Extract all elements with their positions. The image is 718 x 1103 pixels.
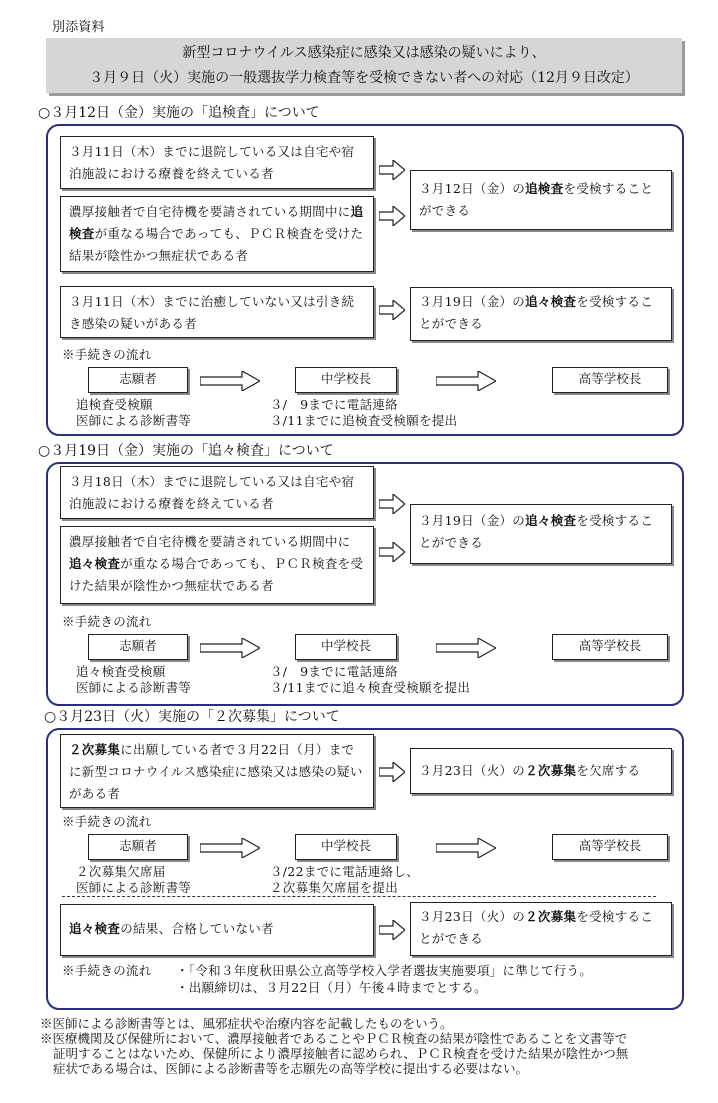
arrow-icon <box>379 206 405 226</box>
text: の結果、合格していない者 <box>120 921 274 936</box>
sec3-flow-junior-principal: 中学校長 <box>295 834 397 860</box>
step: ２次募集欠席届を提出 <box>270 880 399 895</box>
keyword: ２次募集 <box>525 763 577 778</box>
sec3-condition-2 <box>60 904 374 956</box>
section-2-title: ○３月19日（金）実施の「追々検査」について <box>38 443 334 459</box>
title-line-1: 新型コロナウイルス感染症に感染又は感染の疑いにより、 <box>182 45 546 61</box>
sec1-flow-applicant: 志願者 <box>88 367 188 393</box>
arrow-icon <box>200 371 260 391</box>
sec3-condition-1 <box>60 734 374 808</box>
attachment-label: 別添資料 <box>52 20 105 35</box>
arrow-icon <box>436 371 496 391</box>
keyword: 追検査 <box>69 204 364 241</box>
sec1-condition-3 <box>60 286 374 338</box>
sec3-flow2-notes <box>176 962 592 996</box>
sec1-steps <box>270 397 457 429</box>
text: 濃厚接触者で自宅待機を要請されている期間中に <box>69 204 351 219</box>
sec3-flow-high-principal: 高等学校長 <box>552 834 668 860</box>
sec1-flow-label: ※手続きの流れ <box>62 347 152 362</box>
sec1-result-2 <box>410 287 672 341</box>
sec3-flow-label: ※手続きの流れ <box>62 814 152 829</box>
text: 濃厚接触者で自宅待機を要請されている期間中に <box>69 534 351 549</box>
sec2-flow-high-principal: 高等学校長 <box>552 634 668 660</box>
arrow-icon <box>379 762 405 782</box>
doc: ２次募集欠席届 <box>76 864 166 879</box>
step: ３/11までに追検査受検願を提出 <box>270 413 458 428</box>
document-title-banner <box>46 38 682 93</box>
sec2-documents <box>76 664 191 696</box>
footnote: 症状である場合は、医師による診断書等を志願先の高等学校に提出する必要はない。 <box>53 1061 529 1076</box>
doc: 医師による診断書等 <box>76 413 192 428</box>
footnote: ※医療機関及び保健所において、濃厚接触者であることやＰＣＲ検査の結果が陰性であることを文書等で <box>40 1031 628 1046</box>
text: を受検することができる <box>419 909 654 946</box>
arrow-icon <box>379 160 405 180</box>
sec2-result-1 <box>410 504 672 564</box>
arrow-icon <box>379 300 405 320</box>
keyword: ２次募集 <box>69 742 121 757</box>
sec2-condition-1 <box>60 466 374 519</box>
keyword: 追々検査 <box>69 556 121 571</box>
arrow-icon <box>436 638 496 658</box>
step: ３/ 9までに電話連絡 <box>270 664 398 679</box>
doc: 追検査受検願 <box>76 397 153 412</box>
sec3-flow-applicant: 志願者 <box>88 834 188 860</box>
arrow-icon <box>436 838 496 858</box>
sec2-flow-label: ※手続きの流れ <box>62 614 152 629</box>
text: が重なる場合であっても、ＰＣＲ検査を受けた結果が陰性かつ無症状である者 <box>69 226 364 263</box>
footnote: ※医師による診断書等とは、風邪症状や治療内容を記載したものをいう。 <box>40 1016 453 1031</box>
doc: 追々検査受検願 <box>76 664 166 679</box>
arrow-icon <box>379 494 405 514</box>
arrow-icon <box>379 920 405 940</box>
text: に出願している者で３月22日（月）までに新型コロナウイルス感染症に感染又は感染の疑いがある者 <box>69 742 363 801</box>
arrow-icon <box>200 838 260 858</box>
footnotes <box>40 1016 700 1076</box>
note: ・出願締切は、３月22日（月）午後４時までとする。 <box>176 980 487 995</box>
keyword: 追検査 <box>525 181 564 196</box>
step: ３/11までに追々検査受検願を提出 <box>270 680 471 695</box>
sec3-steps <box>270 864 419 896</box>
sec3-result-1 <box>410 748 672 794</box>
keyword: ２次募集 <box>525 909 577 924</box>
sec3-flow2-label: ※手続きの流れ <box>62 963 152 978</box>
sec1-condition-1-text: ３月11日（木）までに退院している又は自宅や宿泊施設における療養を終えている者 <box>69 144 355 181</box>
keyword: 追々検査 <box>69 921 121 936</box>
text: ３月23日（火）の <box>419 909 526 924</box>
step: ３/ 9までに電話連絡 <box>270 397 398 412</box>
sec2-flow-applicant: 志願者 <box>88 634 188 660</box>
text: ３月12日（金）の <box>419 181 526 196</box>
keyword: 追々検査 <box>525 294 577 309</box>
section-3-title: ○３月23日（火）実施の「２次募集」について <box>44 709 340 725</box>
sec2-condition-2 <box>60 526 374 604</box>
text: を欠席する <box>576 763 641 778</box>
keyword: 追々検査 <box>525 513 577 528</box>
divider <box>62 896 656 897</box>
sec2-flow-junior-principal: 中学校長 <box>295 634 397 660</box>
footnote: 証明することはないため、保健所により濃厚接触者に認められ、ＰＣＲ検査を受けた結果が陰性かつ無 <box>53 1046 629 1061</box>
step: ３/22までに電話連絡し、 <box>270 864 420 879</box>
title-line-2: ３月９日（火）実施の一般選抜学力検査等を受検できない者への対応（12月９日改定） <box>89 70 639 86</box>
note: ・「令和３年度秋田県公立高等学校入学者選抜実施要項」に準じて行う。 <box>176 963 593 978</box>
sec1-result-1 <box>410 170 672 230</box>
sec1-flow-junior-principal: 中学校長 <box>295 367 397 393</box>
doc: 医師による診断書等 <box>76 880 192 895</box>
text: を受検することができる <box>419 181 654 218</box>
doc: 医師による診断書等 <box>76 680 192 695</box>
sec3-documents <box>76 864 191 896</box>
sec2-steps <box>270 664 470 696</box>
sec1-documents <box>76 397 191 429</box>
text: ３月18日（木）までに退院している又は自宅や宿泊施設における療養を終えている者 <box>69 474 355 511</box>
sec1-flow-high-principal: 高等学校長 <box>552 367 668 393</box>
sec1-condition-1 <box>60 136 374 189</box>
text: ３月19日（金）の <box>419 513 526 528</box>
section-1-title: ○３月12日（金）実施の「追検査」について <box>38 105 320 121</box>
text: を受検することができる <box>419 513 654 550</box>
sec1-condition-2 <box>60 196 374 272</box>
arrow-icon <box>200 638 260 658</box>
arrow-icon <box>379 542 405 562</box>
text: ３月19日（金）の <box>419 294 526 309</box>
text: ３月11日（木）までに治癒していない又は引き続き感染の疑いがある者 <box>69 294 355 331</box>
text: が重なる場合であっても、ＰＣＲ検査を受けた結果が陰性かつ無症状である者 <box>69 556 364 593</box>
sec3-result-2 <box>410 902 672 956</box>
text: を受検することができる <box>419 294 654 331</box>
text: ３月23日（火）の <box>419 763 526 778</box>
